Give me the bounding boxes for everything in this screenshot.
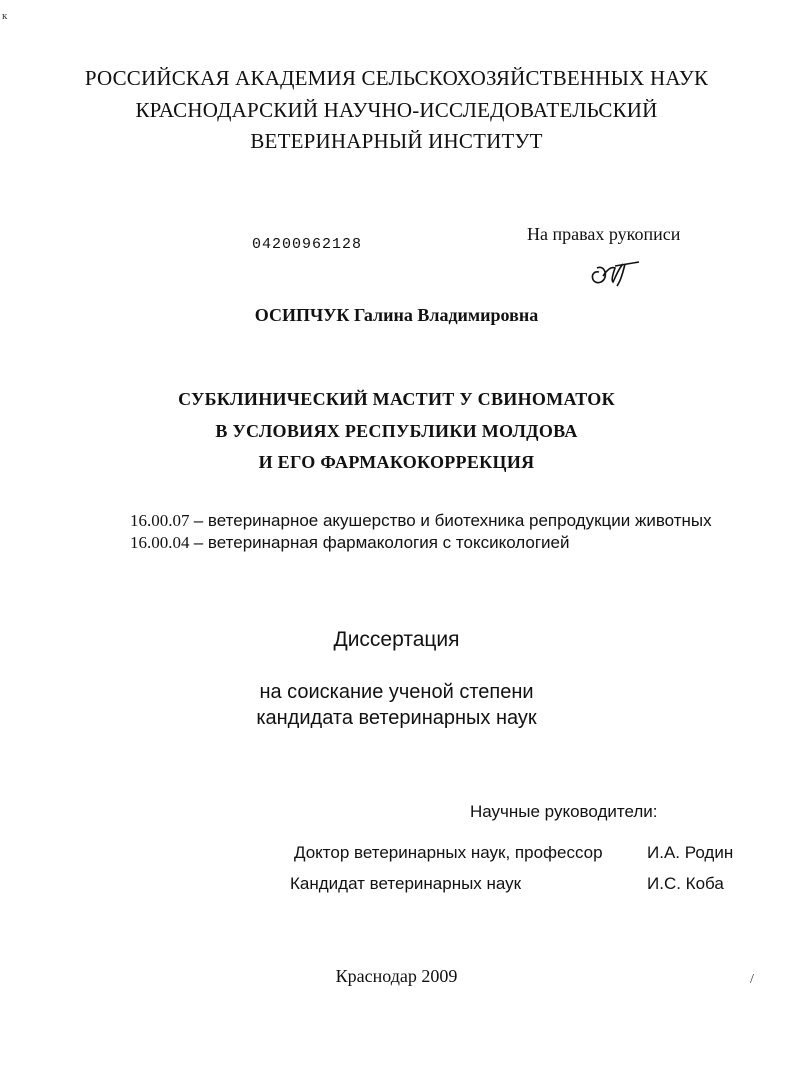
manuscript-rights: На правах рукописи [527,224,681,244]
supervisor-1-title: Доктор ветеринарных наук, профессор [294,843,603,862]
institution-line-3: ВЕТЕРИНАРНЫЙ ИНСТИТУТ [250,129,543,153]
city-year: Краснодар 2009 [335,966,458,986]
author-surname: ОСИПЧУК [254,305,350,325]
document-type: Диссертация [333,628,460,651]
specialty-1 [130,511,712,531]
title-line-2: В УСЛОВИЯХ РЕСПУБЛИКИ МОЛДОВА [215,421,578,441]
institution-line-1: РОССИЙСКАЯ АКАДЕМИЯ СЕЛЬСКОХОЗЯЙСТВЕННЫХ НАУК [84,66,709,90]
corner-mark: к [2,10,8,22]
author-given-names: Галина Владимировна [353,305,539,325]
supervisor-2-name: И.С. Коба [647,874,724,893]
degree-line-2: кандидата ветеринарных наук [256,707,537,729]
supervisors-label: Научные руководители: [470,802,658,821]
supervisor-1-name: И.А. Родин [647,843,734,862]
institution-line-2: КРАСНОДАРСКИЙ НАУЧНО-ИССЛЕДОВАТЕЛЬСКИЙ [135,98,658,122]
margin-mark: / [750,972,754,987]
specialty-2 [130,533,570,553]
specialty-1-code: 16.00.07 [130,511,190,530]
registration-number: 04200962128 [252,236,363,253]
specialty-1-name: – ветеринарное акушерство и биотехника репродукции животных [193,511,712,530]
title-line-1: СУБКЛИНИЧЕСКИЙ МАСТИТ У СВИНОМАТОК [178,389,615,409]
author-name [0,305,793,326]
signature [585,252,645,292]
specialty-2-name: – ветеринарная фармакология с токсикологией [193,533,570,552]
specialty-2-code: 16.00.04 [130,533,190,552]
title-line-3: И ЕГО ФАРМАКОКОРРЕКЦИЯ [258,452,535,472]
supervisor-2-title: Кандидат ветеринарных наук [290,874,522,893]
degree-line-1: на соискание ученой степени [259,681,534,703]
